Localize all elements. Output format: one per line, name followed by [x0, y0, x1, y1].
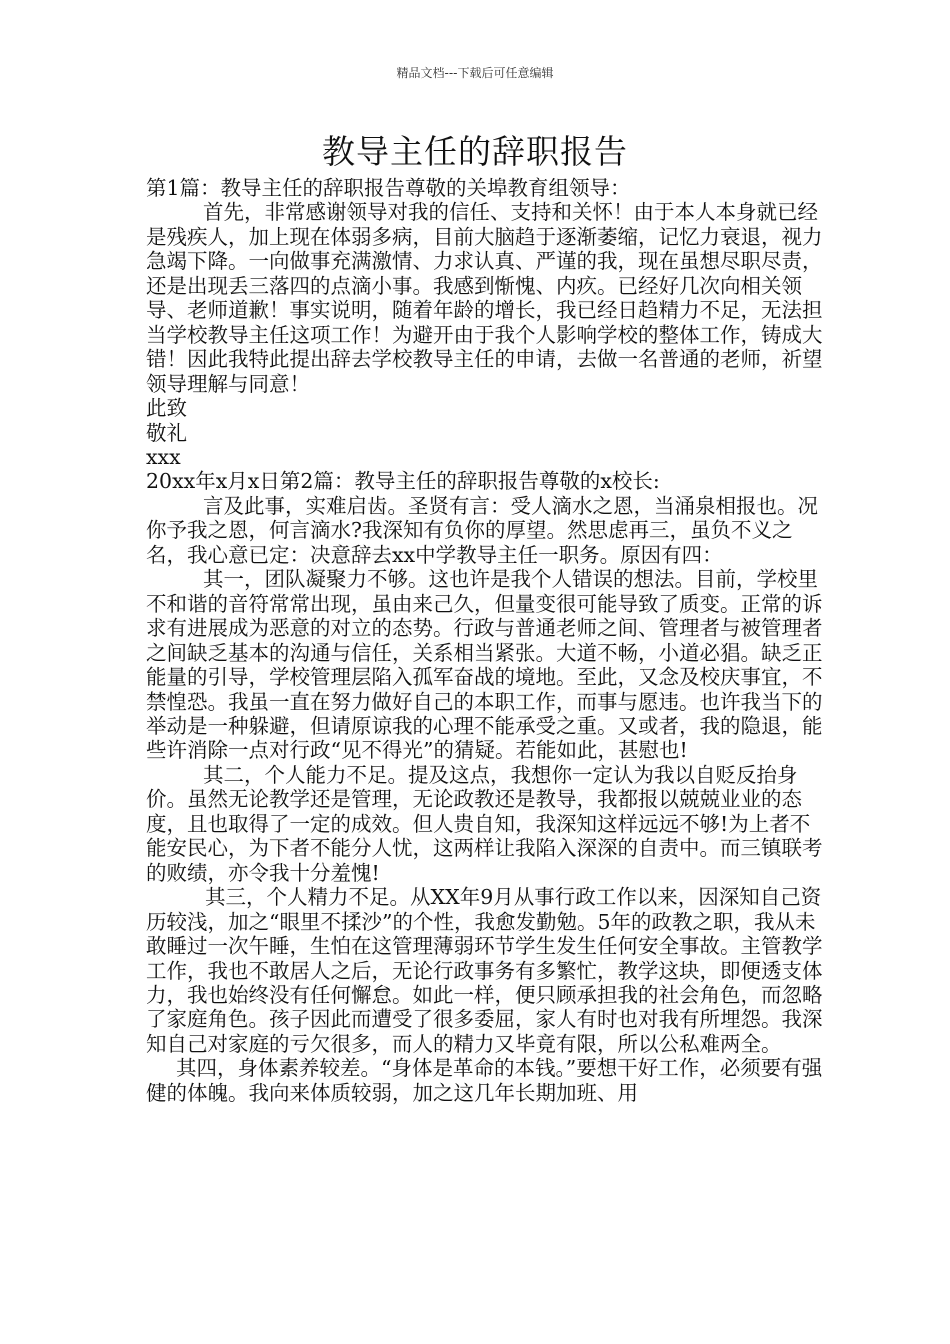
page-header: 精品文档---下载后可任意编辑 — [396, 66, 554, 80]
paragraph-reason-3: 其三，个人精力不足。从XX年9月从事行政工作以来，因深知自己资历较浅，加之“眼里不揉沙”的个性，我愈发勤勉。5年的政教之职，我从未敢睡过一次午睡，生怕在这管理薄弱环节学生发生任何安全事故。主管教学工作，我也不敢居人之后，无论行政事务有多繁忙，教学这块，即便透支体力，我也始终没有任何懈怠。如此一样，便只顾承担我的社会角色，而忽略了家庭角色。孩子因此而遭受了很多委屈，家人有时也对我有所埋怨。我深知自己对家庭的亏欠很多，而人的精力又毕竟有限，所以公私难两全。 — [146, 885, 823, 1056]
closing-regards: 敬礼 — [146, 420, 187, 445]
paragraph-reason-1: 其一，团队凝聚力不够。这也许是我个人错误的想法。目前，学校里不和谐的音符常常出现，虽由来己久，但量变很可能导致了质变。正常的诉求有进展成为恶意的对立的态势。行政与普通老师之间、管理者与被管理者之间缺乏基本的沟通与信任，关系相当紧张。大道不畅，小道必猖。缺乏正能量的引导，学校管理层陷入孤军奋战的境地。至此，又念及校庆事宜，不禁惶恐。我虽一直在努力做好自己的本职工作，而事与愿违。也许我当下的举动是一种躲避，但请原谅我的心理不能承受之重。又或者，我的隐退，能些许消除一点对行政“见不得光”的猜疑。若能如此，甚慰也! — [146, 567, 823, 763]
closing-salutation: 此致 — [146, 396, 187, 421]
signature: xxx — [146, 444, 181, 469]
document-body — [146, 176, 824, 1105]
document-title: 教导主任的辞职报告 — [322, 132, 628, 171]
paragraph-body-1: 首先，非常感谢领导对我的信任、支持和关怀！由于本人本身就已经是残疾人，加上现在体弱多病，目前大脑趋于逐渐萎缩，记忆力衰退，视力急竭下降。一向做事充满激情、力求认真、严谨的我，现在虽想尽职尽责，还是出现丢三落四的点滴小事。我感到惭愧、内疚。已经好几次向相关领导、老师道歉！事实说明，随着年龄的增长，我已经日趋精力不足，无法担当学校教导主任这项工作！为避开由于我个人影响学校的整体工作，铸成大错！因此我特此提出辞去学校教导主任的申请，去做一名普通的老师，祈望领导理解与同意！ — [146, 200, 823, 396]
paragraph-intro-1: 第1篇：教导主任的辞职报告尊敬的关埠教育组领导： — [146, 176, 631, 200]
paragraph-reason-4: 其四，身体素养较差。“身体是革命的本钱。”要想干好工作，必须要有强健的体魄。我向来体质较弱，加之这几年长期加班、用 — [146, 1056, 823, 1105]
paragraph-body-2: 言及此事，实难启齿。圣贤有言：受人滴水之恩，当涌泉相报也。况你予我之恩，何言滴水?我深知有负你的厚望。然思虑再三，虽负不义之名，我心意已定：决意辞去xx中学教导主任一职务。原因有四： — [146, 493, 818, 567]
paragraph-reason-2: 其二，个人能力不足。提及这点，我想你一定认为我以自贬反抬身价。虽然无论教学还是管理，无论政教还是教导，我都报以兢兢业业的态度，且也取得了一定的成效。但人贵自知，我深知这样远远不够!为上者不能安民心，为下者不能分人忧，这两样让我陷入深深的自责中。而三镇联考的败绩，亦令我十分羞愧! — [146, 762, 823, 885]
date-and-intro-2: 20xx年x月x日第2篇：教导主任的辞职报告尊敬的x校长: — [146, 469, 660, 494]
